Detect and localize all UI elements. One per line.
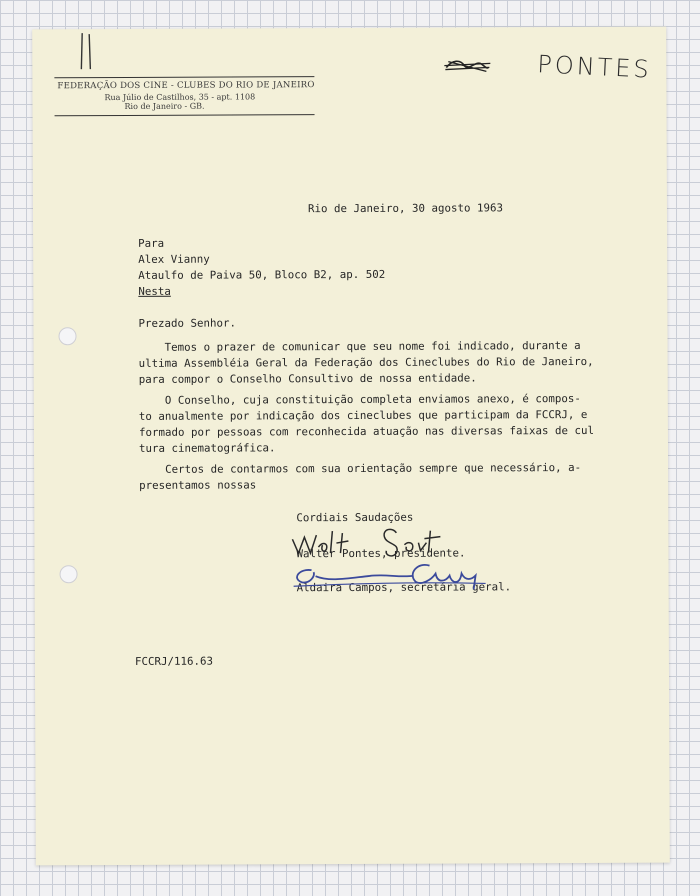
- signer-president: Walter Pontes, presidente.: [296, 546, 466, 561]
- punch-hole-top: [58, 327, 76, 345]
- date-line: Rio de Janeiro, 30 agosto 1963: [307, 201, 504, 216]
- reference-number: FCCRJ/116.63: [134, 654, 213, 668]
- recipient-para: Para: [138, 236, 165, 250]
- body-line: para compor o Conselho Consultivo de nossa entidade.: [138, 371, 477, 386]
- letterhead: [54, 76, 318, 116]
- letter-body: [138, 338, 594, 494]
- crossed-out-scribble: [442, 55, 492, 77]
- body-line: O Conselho, cuja constituição completa enviamos anexo, é compos-: [138, 391, 581, 407]
- body-line: Temos o prazer de comunicar que seu nome foi indicado, durante a: [138, 338, 581, 354]
- body-line: presentamos nossas: [139, 478, 257, 492]
- greeting: Prezado Senhor.: [138, 316, 237, 330]
- punch-hole-bottom: [60, 565, 78, 583]
- letterhead-address: Rua Júlio de Castilhos, 35 - apt. 1108: [104, 92, 256, 103]
- recipient-name: Alex Vianny: [138, 252, 210, 266]
- recipient-city: Nesta: [138, 284, 171, 298]
- signature-aldaira-campos: [289, 559, 499, 594]
- body-line: to anualmente por indicação dos cineclubes que participam da FCCRJ, e: [138, 407, 588, 423]
- body-line: formado por pessoas com reconhecida atuação nas diversas faixas de cul: [138, 423, 594, 439]
- body-line: ultima Assembléia Geral da Federação dos Cineclubes do Rio de Janeiro,: [138, 354, 594, 370]
- letterhead-org: FEDERAÇÃO DOS CINE - CLUBES DO RIO DE JANEIRO: [57, 80, 315, 92]
- letter-paper: [32, 27, 670, 866]
- recipient-address: Ataulfo de Paiva 50, Bloco B2, ap. 502: [138, 267, 386, 282]
- body-line: Certos de contarmos com sua orientação sempre que necessário, a-: [139, 460, 582, 476]
- recipient-block: [138, 235, 385, 300]
- pen-tick-marks: [76, 31, 96, 71]
- handwritten-pontes: PONTES: [536, 50, 653, 84]
- letterhead-rule-bottom: [55, 114, 315, 116]
- closing-salutation: Cordiais Saudações: [296, 510, 414, 525]
- letterhead-city: Rio de Janeiro - GB.: [124, 101, 205, 111]
- body-line: tura cinematográfica.: [138, 441, 276, 455]
- signer-secretary: Aldaira Campos, secretária geral.: [296, 580, 512, 595]
